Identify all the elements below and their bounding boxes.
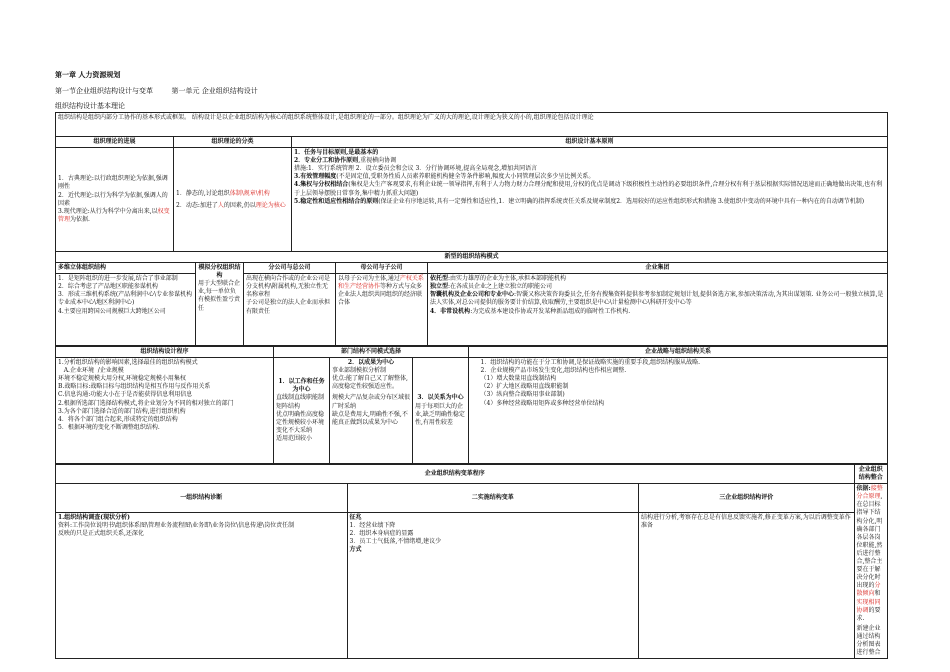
parent-sub-header: 母公司与子公司 <box>336 263 428 274</box>
chapter-title: 第一章 人力资源规划 <box>55 70 121 79</box>
diagnosis-header: 一组织结构诊断 <box>56 484 348 513</box>
integration-cell: 依据:接整分合原理,在总目标指导下结构分化,明确各部门各层各岗位职能,然后进行整合,整合主要在于解决分化时出现的分散倾向和实现相同协调的要求. 新建企业通过结构分析图表进行整合 <box>854 484 888 659</box>
intro-text: 组织结构是组织内部分工协作的基本形式或框架。 结构设计是以企业组织结构为核心的组织系统整体设计,是组织理论的一部分。组织理论为广义的大的理论,设计理论为狭义的小的,组织理论包括设计理论 <box>56 113 888 137</box>
strategy-title: 企业战略与组织结构关系 <box>469 347 888 358</box>
principle-2-measures: 措施:1．实行系统管理 2．设立委员会和会议 3．分行协调环境,提高全局观念,增加共同语言 <box>294 165 538 173</box>
design-principles-header: 组织设计基本原则 <box>292 137 888 148</box>
change-table <box>55 464 888 659</box>
topic-title: 组织结构设计基本理论 <box>55 102 125 110</box>
change-title: 企业组织结构变革程序 <box>56 465 855 484</box>
multi-dim-header: 多维立体组织结构 <box>56 263 196 274</box>
evaluation-cell: 结构进行分析,考察存在总是有信息反馈实施者,修正变革方案,为以后调整变革作准备 <box>639 512 854 658</box>
design-principles-cell <box>292 148 888 252</box>
dept-structure-title: 部门结构不同模式选择 <box>274 347 469 358</box>
implementation-cell: 征兆 1．经营业绩下降 2．组织本身病症的显露 3．员工士气低落,不情绪增,建议少 方式 <box>347 512 639 658</box>
principle-1: 1．任务与目标原则,是最基本的 <box>294 149 379 157</box>
diagnosis-cell: 1.组织结构调查(现状分析) 资料:工作岗位说明书\组织体系图\管理业务流程图\业务即\业务岗位\信息传递\岗位责任制 反映的只是正式组织关系,还深化 <box>56 512 348 658</box>
principle-4: 4.集权与分权相结合(集权是大生产客观要求,有利企业统一领导指挥,有利于人力物力财力合理分配和使用,分权的优点是调动下级积极性主动性的必要组织条件,合理分权有利于基层根据实际情况迅速而正确地做出决策,也有利于上层领导摆脱日常事务,集中精力抓重大问题) <box>294 181 883 197</box>
principle-5: 5.稳定性和适应性相结合的原则(保证企业有序地运转,具有一定弹性和适应性,1．建立明确的指挥系统责任关系及规章制度2．选用较好的运应性组织形式和措施 3.使组织中变动的环境中具有一种内在的自动调节机制) <box>294 197 865 205</box>
new-modes-table <box>55 251 888 346</box>
section-title: 第一节企业组织结构设计与变革 <box>55 87 153 95</box>
procedure-cell: 1.分析组织结构的影响因素,选择最佳的组织结构模式 A.企业环境 /企业规模 环境不稳定规模大用分权,环境稳定规模小用集权 B.战略目标:战略目标与组织结构是相互作用与反作用关系 C.信息沟通:功能大小在于是否能获得信息利用信息 2.根据所选部门选择结构模式,将企业划分为不同的相对独立的部门 3.为各个部门选择合适的部门结构,进行组织机构 4．将各个部门组合起来,形成特定的组织结构 5．根据环境的变化不断调整组织结构. <box>56 358 274 464</box>
evaluation-header: 三企业组织结构评价 <box>639 484 854 513</box>
result-centered-cell: 2．以成果为中心 事业部制模拟分析制 优点:能了解自己又了解整体,高度稳定性较强适应性。 规模大产品复杂或分布区域很广时采纳 缺点是费用大,明确性不强,不能真正做到以成果为中心 <box>330 358 413 464</box>
design-procedure-table <box>55 346 888 464</box>
multi-dim-cell: 1．是矩阵组织的进一步发展,结合了事业部制 2．综合考虑了产品地区职能参谋机构 3．形成三维机构系统(产品利润中心\专业参谋机构专业成本中心\地区利润中心) 4.主要应用跨国公司规模巨大跨地区公司 <box>56 274 196 346</box>
new-modes-title: 新型的组织结构模式 <box>56 252 888 263</box>
theory-table <box>55 112 888 252</box>
branch-header: 分公司与总公司 <box>244 263 336 274</box>
simulated-decentral-header: 模拟分权组织结构 <box>198 264 241 280</box>
theory-progress-header: 组织理论的进展 <box>56 137 174 148</box>
procedure-title: 组织结构设计程序 <box>56 347 274 358</box>
group-cell: 依托型:由实力雄厚的企业为主体,承担本部职能机构 独立型:在各成员企业之上建立独立的职能公司 智囊机构及企业公司和专业中心:智囊又称决策咨询委员会,任务有搜集资料提供参考参加制定规划计划,提供备选方案,参加决策活动,为其出谋划策. 业务公司一般独立核算,是法人实体,对总公司提供的服务要计价结算,收取酬劳,主要组织是中心\计量检测中心\科研开发中心等 4．非常设机构:为完成基本建设作协或开发某种新品组成的临时性工作机构. <box>428 274 888 346</box>
parent-sub-cell: 以母子公司为主体,通过产权关系和生产经营协作等种方式与众多企业法人组织共同组织的经济联合体 <box>336 274 428 346</box>
relation-centered-cell: 3．以关系为中心 用于每项巨大的企业,缺乏明确性稳定性,有用性较差 <box>413 358 469 464</box>
group-header: 企业集团 <box>428 263 888 274</box>
principle-3: 3.有效管理幅度(不是固定值,受职务性质人员素养职能机构健全等条件影响,幅度大小同管理层次多少呈比例关系。 <box>294 173 595 181</box>
task-centered-cell: 1．以工作和任务为中心 直线制直线职能制矩阵结构 优点明确性高度稳定性规模较小环境变化不大采纳 适用范围较小 <box>274 358 330 464</box>
branch-cell: 出现在横向合作或的企业公司是分支机构\附属机构,无独立性无名称章程 子公司是独立的法人企业而承担有限责任 <box>244 274 336 346</box>
implementation-header: 二实施结构变革 <box>347 484 639 513</box>
theory-progress-cell: 1．古典理论:以行政组织理论为依据,强调刚性 2．近代理论:以行为科学为依据,强调人的因素 3.现代理论:从行为科学中分离出来,以权变管理为依据. <box>56 148 174 252</box>
simulated-decentral-cell: 模拟分权组织结构 用于大型联合企业,每一单位负有模拟性盈亏责任 <box>196 263 244 346</box>
strategy-cell: 1．组织结构的功能在于分工和协调,是保证战略实施的重要手段,组织结构服从战略. 2．企业规模产品市场发生变化,组织结构也作相应调整. （1）增大数量用直线制结构 （2）扩大地区战略用直线职能制 （3）纵向整合战略用事业部制) （4）多种经营战略用矩阵或多种经营单位结构 <box>479 358 888 464</box>
integration-title: 企业组织结构整合 <box>854 465 888 484</box>
section-line <box>55 86 258 96</box>
principle-2: 2．专业分工和协作原则,重视横向协调 <box>294 157 397 165</box>
theory-category-cell: 1．静态的,讨论组织体制\规章\机构 2．动态:加进了人的因素,仍以理论为核心 <box>174 148 292 252</box>
unit-title: 第一单元 企业组织结构设计 <box>171 87 258 95</box>
theory-category-header: 组织理论的分类 <box>174 137 292 148</box>
